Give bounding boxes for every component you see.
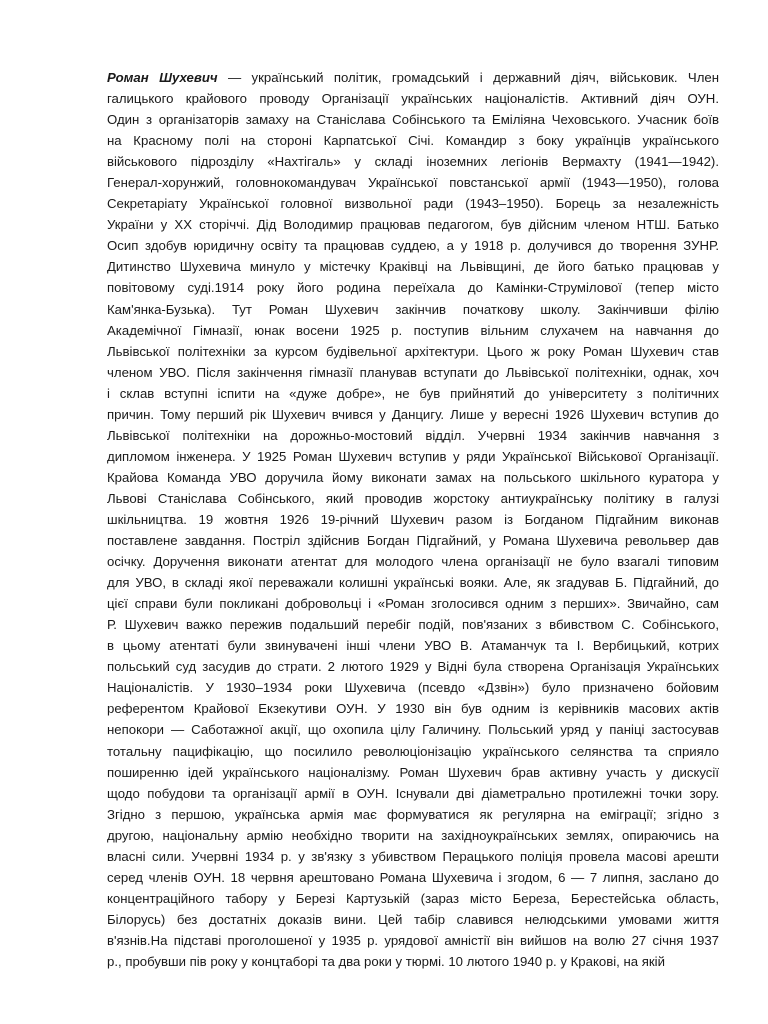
text-line-35: щодо побудови та організації армії в ОУН. Існували дві діаметрально протилежні точки зору. [107, 785, 719, 801]
text-line-11: повітовому суді.1914 року його родина переїхала до Камінки-Струмілової (тепер місто [107, 280, 719, 296]
text-line-29: польський суд засудив до страти. 2 лютого 1929 у Відні була створена Організація Українських [107, 659, 719, 675]
text-line-1 [107, 67, 719, 88]
text-line-5: військового підрозділу «Нахтігаль» у складі іноземних легіонів Вермахту (1941—1942). [107, 154, 719, 170]
text-line-9: Осип здобув юридичну освіту та працював суддею, а у 1918 р. долучився до творення ЗУНР. [107, 238, 719, 254]
text-line-26: цієї справи були покликані добровольці і «Роман зголосився одним з перших». Звичайно, сам [107, 596, 719, 612]
text-line-19: дипломом інженера. У 1925 Роман Шухевич вступив у ряди Української Військової Організації. [107, 448, 719, 464]
text-line-8: України у XX сторіччі. Дід Володимир працював педагогом, був дійсним членом НТШ. Батько [107, 217, 719, 233]
text-line-24: осічку. Доручення виконати атентат для молодого члена організації не було взагалі типовим [107, 554, 719, 570]
text-line-18: Львівської політехніки на дорожньо-мостовий відділ. Учервні 1934 закінчив навчання з [107, 427, 719, 443]
text-line-21: Львові Станіслава Собінського, який проводив жорстоку антиукраїнську політику в галузі [107, 490, 719, 506]
first-line-text: — український політик, громадський і державний діяч, військовик. Член [217, 70, 720, 85]
text-line-41: Білорусь) без достатніх доказів вини. Цей табір славився нелюдськими умовами життя [107, 911, 719, 927]
text-line-32: непокори — Саботажної акції, що охопила цілу Галичину. Польський уряд у паніці застосував [107, 722, 719, 738]
text-line-22: шкільництва. 19 жовтня 1926 19-річний Шухевич разом із Богданом Підгайним виконав [107, 511, 719, 527]
text-line-6: Генерал-хорунжий, головнокомандувач Української повстанської армії (1943—1950), голова [107, 175, 719, 191]
text-line-38: власні сили. Учервні 1934 р. у зв'язку з убивством Перацького поліція провела масові арешти [107, 848, 719, 864]
text-line-39: серед членів ОУН. 18 червня арештовано Романа Шухевича і згодом, 6 — 7 липня, заслано до [107, 869, 719, 885]
text-line-20: Крайова Команда УВО доручила йому виконати замах на польського шкільного куратора у [107, 469, 719, 485]
text-line-37: другою, національну армію необхідно творити на західноукраїнських землях, опираючись на [107, 827, 719, 843]
text-line-30: Націоналістів. У 1930–1934 роки Шухевича (псевдо «Дзвін») було призначено бойовим [107, 680, 719, 696]
text-line-7: Секретаріату Української головної визвольної ради (1943–1950). Борець за незалежність [107, 196, 719, 212]
document-page [107, 67, 719, 972]
text-line-25: для УВО, в складі якої переважали колишні українські вояки. Але, як згадував Б. Підгайний, до [107, 575, 719, 591]
text-line-2: галицького крайового проводу Організації українських націоналістів. Активний діяч ОУН. [107, 91, 719, 107]
text-line-16: і склав вступні іспити на «дуже добре», не був прийнятий до університету з політичних [107, 385, 719, 401]
text-line-17: причин. Тому перший рік Шухевич вчився у Данцигу. Лише у вересні 1926 Шухевич вступив до [107, 406, 719, 422]
text-line-14: Львівської політехніки за курсом будівельної архітектури. Цього ж року Роман Шухевич став [107, 343, 719, 359]
text-line-12: Кам'янка-Бузька). Тут Роман Шухевич закінчив початкову школу. Закінчивши філію [107, 301, 719, 317]
text-line-27: Р. Шухевич важко пережив подальший перебіг подій, пов'язаних з вбивством С. Собінського, [107, 617, 719, 633]
author-name: Роман Шухевич [107, 70, 218, 85]
text-line-4: на Красному полі на стороні Карпатської Січі. Командир з боку українців українського [107, 133, 719, 149]
text-line-13: Академічної Гімназії, юнак восени 1925 р. поступив вільним слухачем на навчання до [107, 322, 719, 338]
text-line-31: референтом Крайової Екзекутиви ОУН. У 1930 він був одним із керівників масових актів [107, 701, 719, 717]
text-line-34: поширенню ідей українського націоналізму. Роман Шухевич брав активну участь у дискусії [107, 764, 719, 780]
text-line-43: р., пробувши пів року у концтаборі та два роки у тюрмі. 10 лютого 1940 р. у Кракові, на якій [107, 953, 665, 969]
text-line-40: концентраційного табору у Березі Картузькій (зараз місто Береза, Берестейська область, [107, 890, 719, 906]
text-line-36: Згідно з першою, українська армія має формуватися як регулярна на еміграції; згідно з [107, 806, 719, 822]
text-line-23: поставлене завдання. Постріл здійснив Богдан Підгайний, у Романа Шухевича револьвер дав [107, 533, 719, 549]
text-line-15: членом УВО. Після закінчення гімназії планував вступати до Львівської політехніки, однак, хоч [107, 364, 719, 380]
text-line-3: Один з організаторів замаху на Станіслава Собінського та Еміліяна Чеховського. Учасник боїв [107, 112, 719, 128]
text-line-28: в цьому атентаті були звинувачені інші члени УВО В. Атаманчук та І. Вербицький, котрих [107, 638, 719, 654]
text-line-10: Дитинство Шухевича минуло у містечку Краківці на Львівщині, де його батько працював у [107, 259, 719, 275]
text-line-42: в'язнів.На підставі проголошеної у 1935 р. урядової амністії він вийшов на волю 27 січня 1937 [107, 932, 719, 948]
text-line-33: тотальну пацифікацію, що посилило революціонізацію українського селянства та сприяло [107, 743, 719, 759]
